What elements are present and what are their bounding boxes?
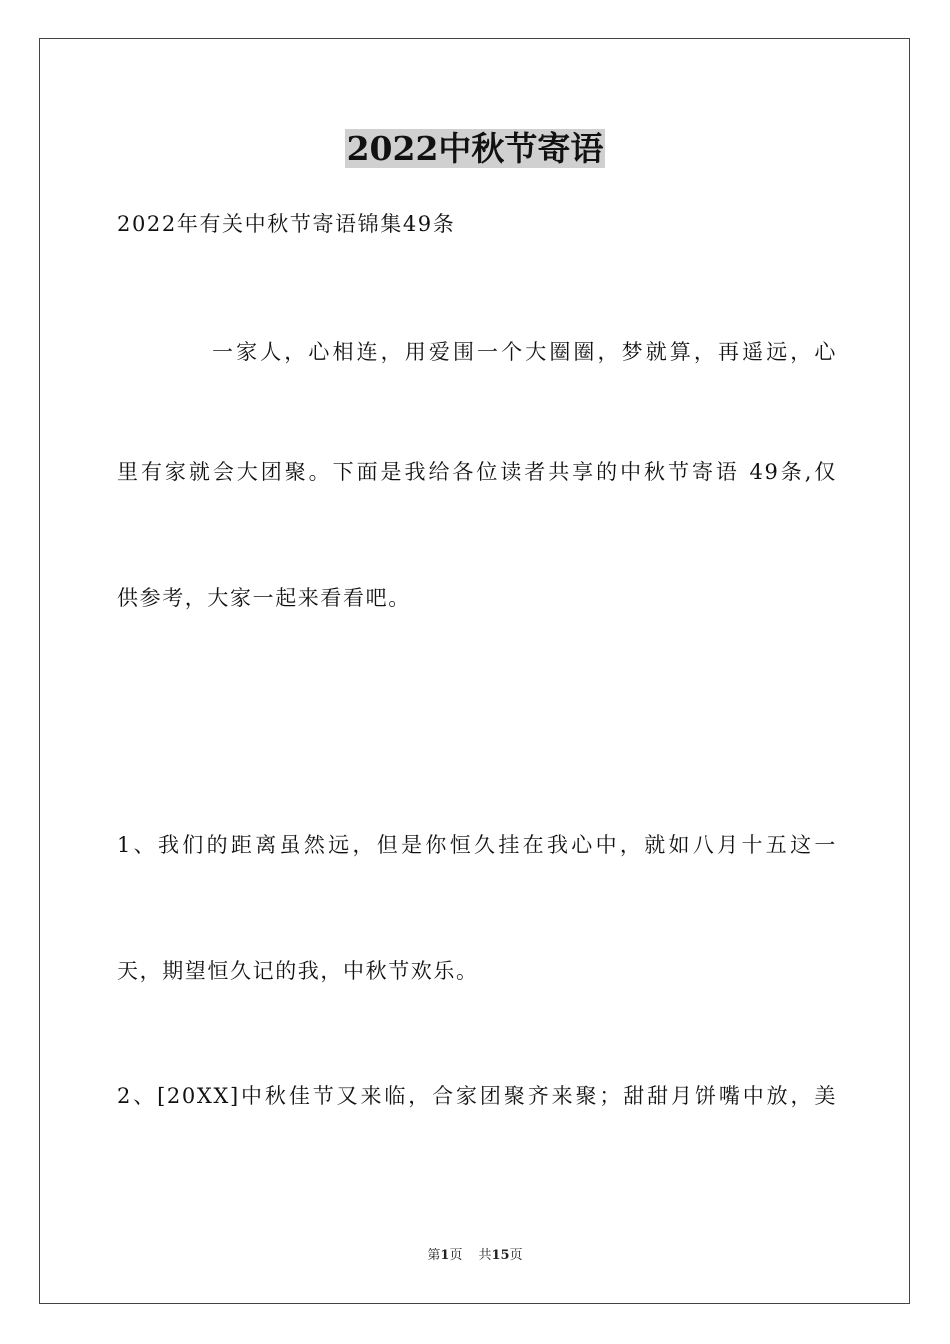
item-1-line-2: 天，期望恒久记的我，中秋节欢乐。 [117,959,479,983]
footer-total-suffix: 页 [509,1248,523,1263]
page-footer [0,1247,950,1265]
document-title [0,126,950,172]
document-title-text: 2022中秋节寄语 [346,129,604,168]
intro-line-3: 供参考，大家一起来看看吧。 [117,586,411,610]
item-1-line-1: 1、我们的距离虽然远，但是你恒久挂在我心中，就如八月十五这一 [117,833,837,857]
document-subtitle: 2022年有关中秋节寄语锦集49条 [117,212,456,236]
footer-page-prefix: 第 [427,1248,441,1263]
footer-total-prefix: 共 [478,1248,492,1263]
item-2-line-1: 2、[20XX]中秋佳节又来临，合家团聚齐来聚；甜甜月饼嘴中放，美 [117,1084,837,1108]
intro-line-2: 里有家就会大团聚。下面是我给各位读者共享的中秋节寄语 49条,仅 [117,460,837,484]
footer-total-pages: 15 [491,1248,510,1263]
intro-line-1: 一家人，心相连，用爱围一个大圈圈，梦就算，再遥远，心 [212,340,837,364]
footer-page-number: 1 [440,1248,450,1263]
footer-page-suffix: 页 [449,1248,463,1263]
